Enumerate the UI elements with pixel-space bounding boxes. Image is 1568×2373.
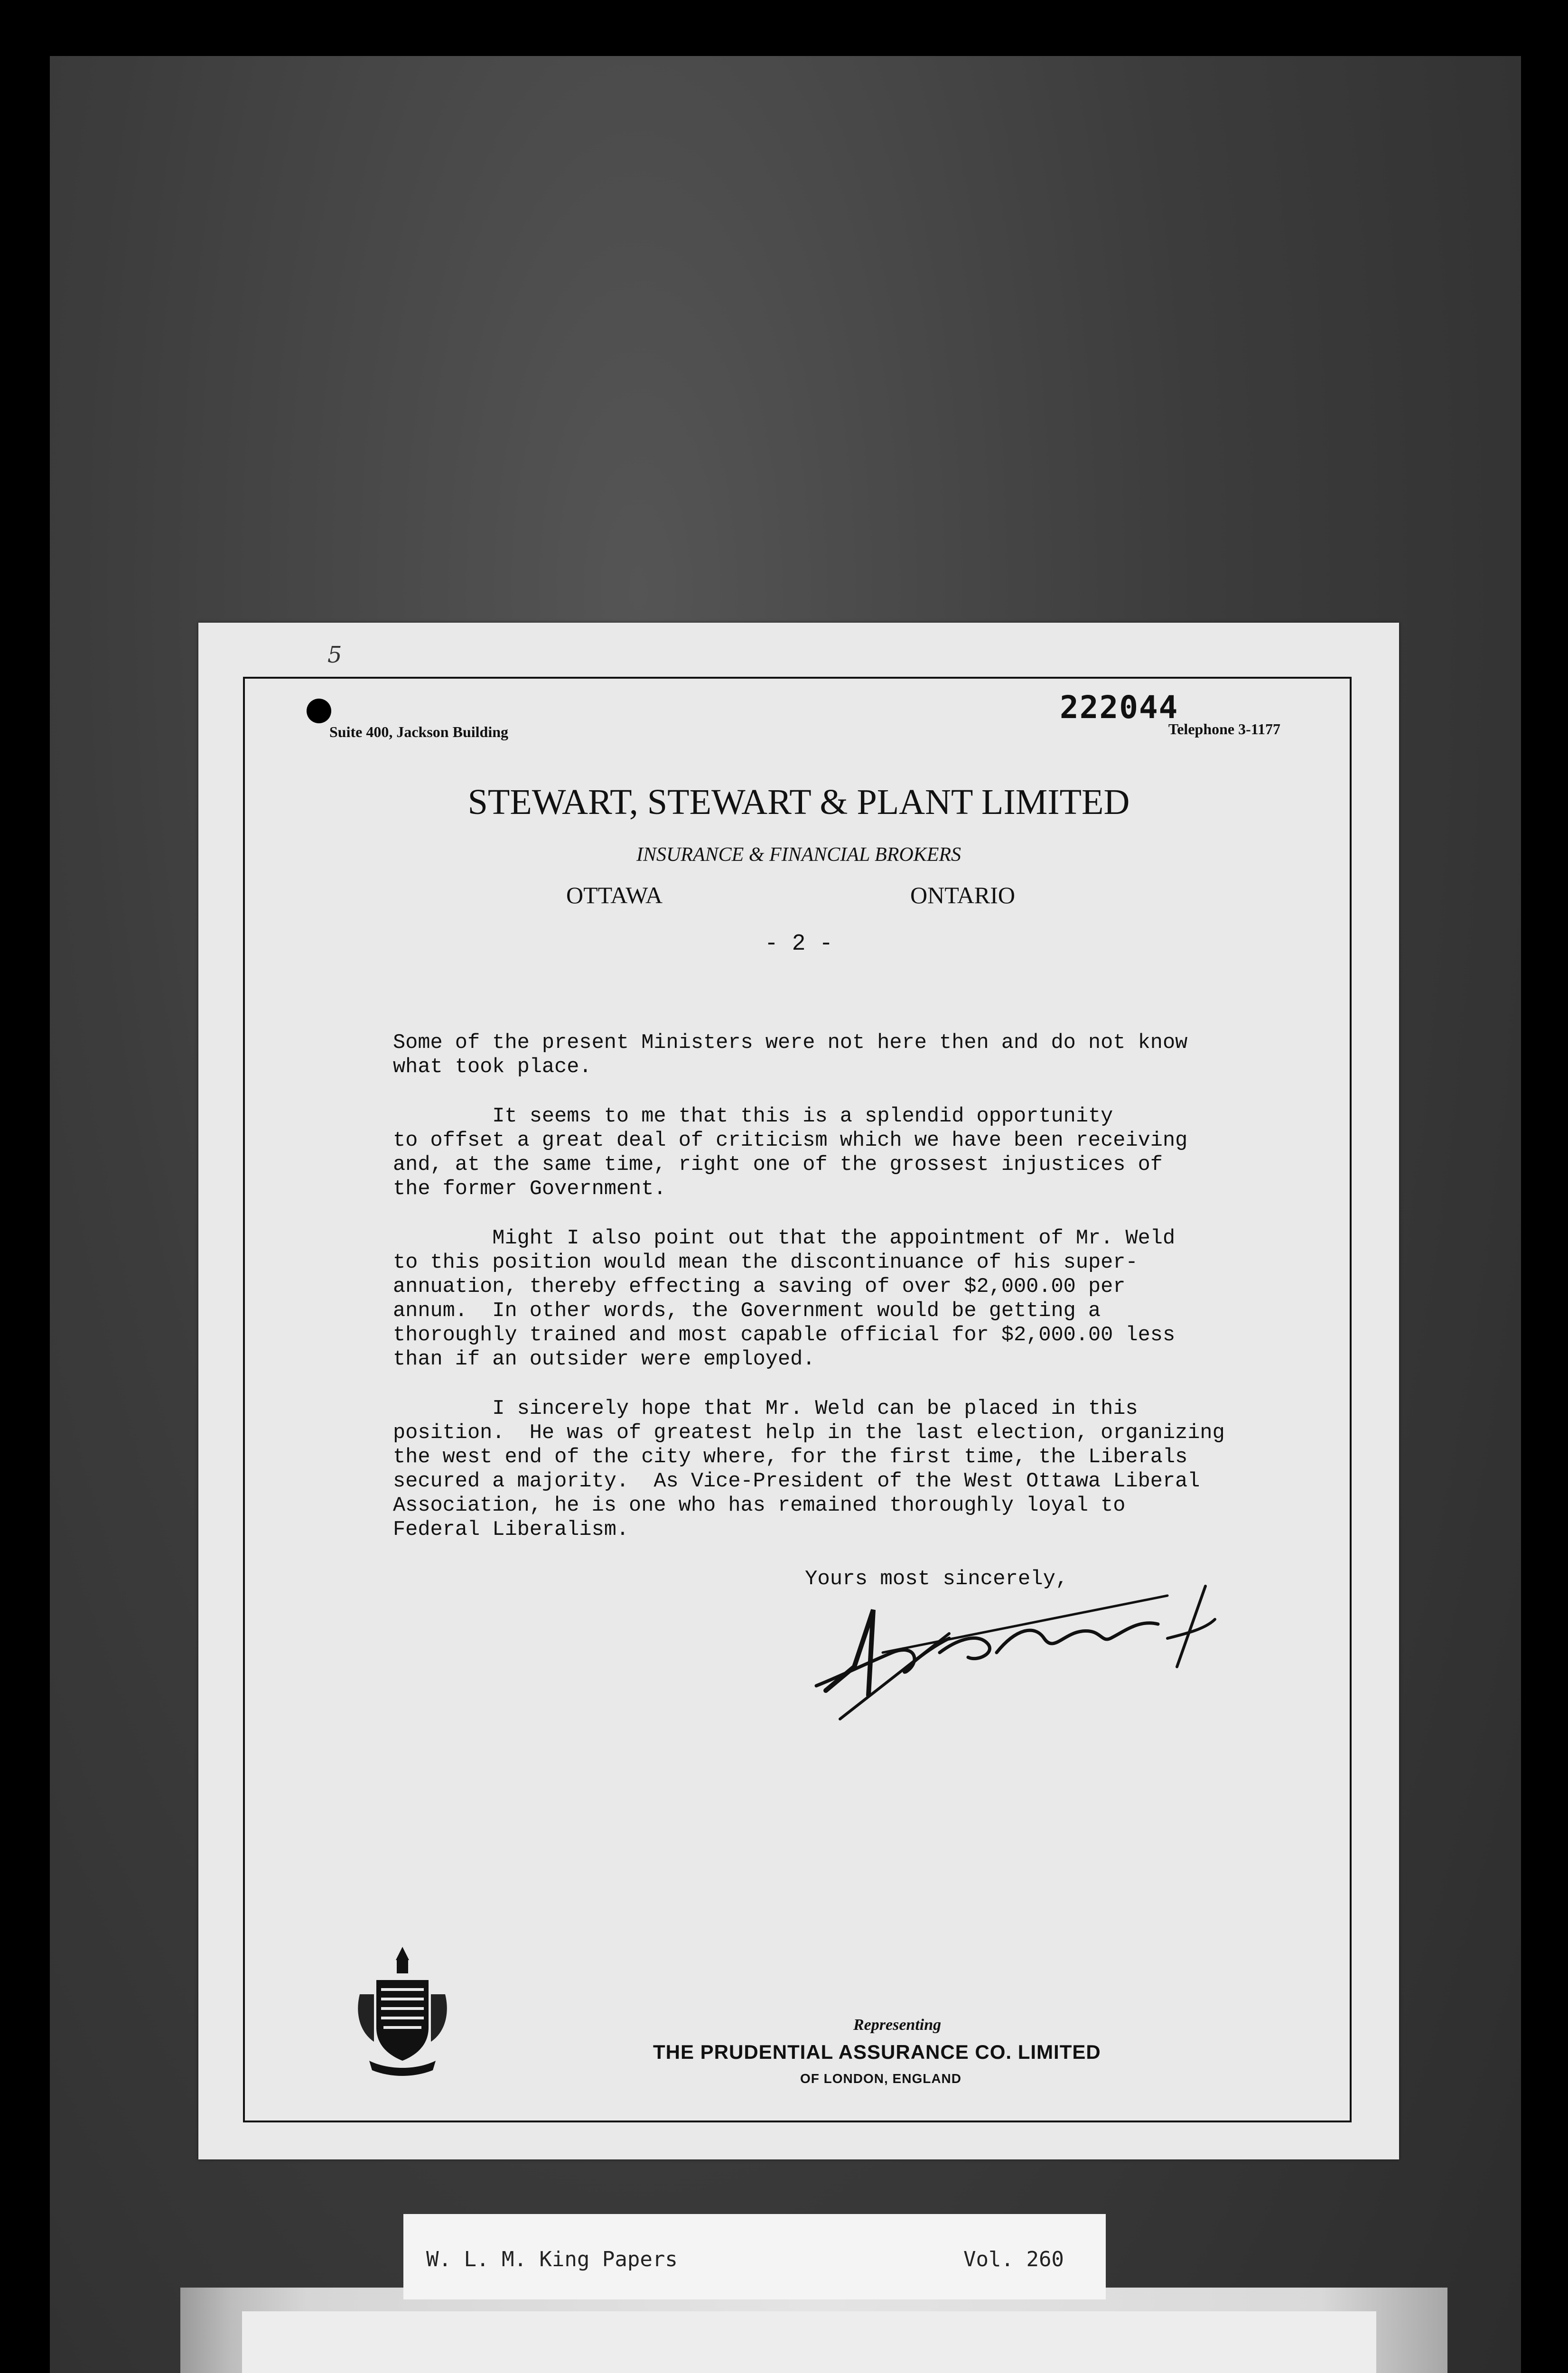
- volume-number: Vol. 260: [963, 2247, 1064, 2271]
- letter-page: [198, 623, 1399, 2159]
- footer-company: THE PRUDENTIAL ASSURANCE CO. LIMITED: [653, 2041, 1101, 2063]
- file-stamp-number: 222044: [1060, 689, 1179, 726]
- papers-label: [403, 2214, 1106, 2299]
- punch-hole: [307, 699, 331, 723]
- paragraph: It seems to me that this is a splendid opportunity to offset a great deal of criticism which we have been receiving and, at the same time, right one of the grossest injustices of the former Government.: [393, 1105, 1188, 1201]
- archive-card: [242, 2311, 1376, 2373]
- letterhead-suite: Suite 400, Jackson Building: [329, 723, 508, 740]
- paragraph: Might I also point out that the appointment of Mr. Weld to this position would mean the discontinuance of his super- annuation, thereby effecting a saving of over $2,000.00 per annum. In other words, the Government would be getting a thoroughly trained and most capable official for $2,000.00 less than if an outsider were employed.: [393, 1227, 1176, 1371]
- footer-representing: Representing: [853, 2016, 942, 2034]
- letter-body: [393, 1031, 1356, 1567]
- page-number: - 2 -: [764, 931, 833, 957]
- coat-of-arms-logo: [345, 1937, 459, 2080]
- collection-name: W. L. M. King Papers: [426, 2247, 678, 2271]
- letterhead-province: ONTARIO: [910, 882, 1015, 908]
- handwritten-signature: [797, 1581, 1224, 1724]
- closing: Yours most sincerely,: [805, 1567, 1068, 1591]
- letterhead-city: OTTAWA: [566, 882, 663, 908]
- company-name: STEWART, STEWART & PLANT LIMITED: [467, 782, 1130, 822]
- pencil-mark: 5: [327, 642, 342, 668]
- footer-location: OF LONDON, ENGLAND: [800, 2071, 961, 2086]
- company-subtitle: INSURANCE & FINANCIAL BROKERS: [636, 844, 961, 866]
- paragraph: Some of the present Ministers were not here then and do not know what took place.: [393, 1031, 1188, 1079]
- letterhead-telephone: Telephone 3-1177: [1168, 720, 1280, 738]
- paragraph: I sincerely hope that Mr. Weld can be placed in this position. He was of greatest help in the last election, organizing the west end of the city where, for the first time, the Liberals secured a majority. As Vice-President of the West Ottawa Liberal Association, he is one who has remained thoroughly loyal to Federal Liberalism.: [393, 1397, 1225, 1542]
